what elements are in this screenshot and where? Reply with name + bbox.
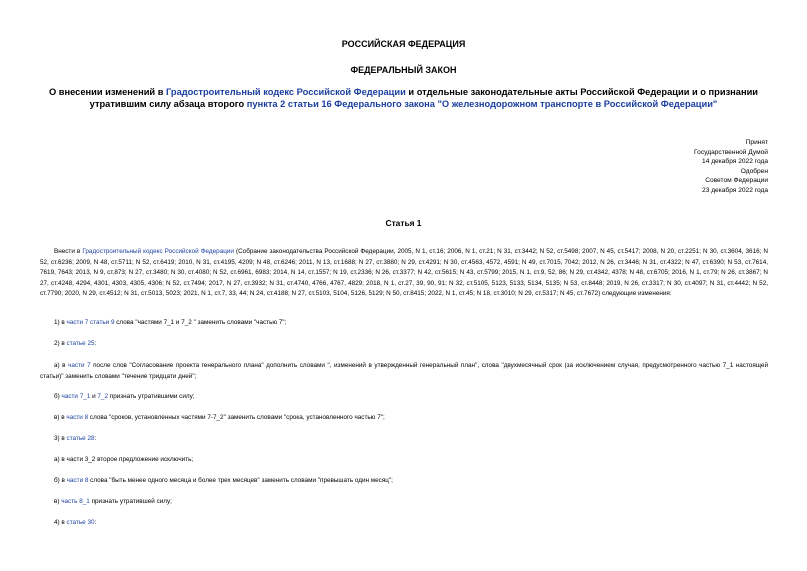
title-text-2: и отдельные законодательные акты Российской Федерации и о признании утратившим силу абзаца второго: [89, 87, 759, 109]
approval-line: Одобрен: [740, 167, 768, 175]
item-paragraph: [40, 361, 768, 382]
approval-date: 23 декабря 2022 года: [702, 186, 768, 194]
article-heading: Статья 1: [385, 218, 422, 228]
link-part7-1[interactable]: части 7_1: [61, 393, 91, 400]
intro-text-1: Внести в: [54, 248, 83, 255]
item-text: слова "сроков, установленных частями 7-7_2" заменить словами "срока, установленного частью 7";: [88, 414, 385, 421]
list-item-2v: [54, 414, 385, 421]
law-title: [40, 86, 767, 110]
link-art28[interactable]: статье 28: [66, 435, 95, 442]
item-text: 1) в: [54, 319, 67, 326]
item-text: слова "быть менее одного месяца и более трех месяцев" заменить словами "превышать один месяц";: [88, 477, 393, 484]
item-text: слова "частями 7_1 и 7_2 " заменить словами "частью 7";: [114, 319, 287, 326]
item-text: в) в: [54, 414, 67, 421]
link-art30[interactable]: статье 30: [66, 519, 95, 526]
adoption-date: 14 декабря 2022 года: [702, 158, 768, 166]
approval-line: Советом Федерации: [705, 177, 768, 185]
intro-text-2: (Собрание законодательства Российской Федерации, 2005, N 1, ст.16; 2006, N 1, ст.21; N 31, ст.3442; N 52, ст.5498; 2007, N 45, ст.5417; 2008, N 20, ст.2251; N 30, ст.3604, 3616; N 52, ст.6236; 2009, N 48, ст.5711; N 52, ст.6419; 2010, N 31, ст.4195, 4209; N 48, ст.6246; 2011, N 13, ст.1688; N 27, ст.3880; N 29, ст.4291; N 30, ст.4563, 4572, 4591; N 49, ст.7015, 7042; 2012, N 26, ст.3446; N 31, ст.4322; N 47, ст.6390; N 53, ст.7614, 7619, 7643; 2013, N 9, ст.873; N 27, ст.3480; N 30, ст.4080; N 52, ст.6961, 6983; 2014, N 14, ст.1557; N 19, ст.2336; N 26, ст.3377; N 42, ст.5615; N 43, ст.5799; 2015, N 1, ст.9, 52, 86; N 29, ст.4342, 4378; N 48, ст.6705; 2016, N 1, ст.79; N 26, ст.3867; N 27, ст.4248, 4294, 4301, 4303, 4305, 4306; N 52, ст.7494; 2017, N 27, ст.3932; N 31, ст.4740, 4766, 4767, 4829; 2018, N 1, ст.27, 39, 90, 91; N 32, ст.5105, 5123, 5133, 5134, 5135; N 53, ст.8448; 2019, N 26, ст.3317; N 30, ст.4097; N 31, ст.4442; N 52, ст.7790; 2020, N 29, ст.4512; N 31, ст.5013, 5023; 2021, N 1, ст.7, 33, 44; N 24, ст.4188; N 27, ст.5103, 5104, 5126, 5129; N 50, ст.8415; 2022, N 1, ст.45; N 18, ст.3010; N 29, ст.5317; N 45, ст.7672) следующие изменения:: [40, 248, 769, 297]
item-text: 4) в: [54, 519, 67, 526]
link-part7-2[interactable]: 7_2: [97, 393, 108, 400]
link-part7-art9[interactable]: части 7 статьи 9: [66, 319, 115, 326]
adoption-line: Принят: [745, 139, 768, 146]
link-part8-art28[interactable]: части 8: [66, 477, 89, 484]
list-item-3a: а) в части 3_2 второе предложение исключить;: [54, 456, 194, 463]
item-text: :: [94, 340, 97, 347]
item-text: :: [94, 435, 97, 442]
item-text: и: [90, 393, 98, 400]
list-item-3: [54, 435, 96, 442]
intro-paragraph: [40, 247, 768, 300]
link-grad-codex[interactable]: Градостроительный кодекс Российской Федерации: [166, 87, 406, 97]
item-text: признать утратившими силу;: [108, 393, 195, 400]
link-part7[interactable]: части 7: [68, 362, 91, 369]
list-item-2a: [40, 361, 768, 382]
link-part8[interactable]: части 8: [66, 414, 89, 421]
item-text: 3) в: [54, 435, 67, 442]
list-item-3v: [54, 498, 172, 505]
country-heading: РОССИЙСКАЯ ФЕДЕРАЦИЯ: [341, 39, 466, 49]
list-item-2: [54, 340, 96, 347]
article-intro: [40, 247, 768, 300]
list-item-4: [54, 519, 96, 526]
item-text: б) в: [54, 477, 67, 484]
item-text: признать утратившей силу;: [89, 498, 172, 505]
title-text-1: О внесении изменений в: [48, 87, 167, 97]
law-type-heading: ФЕДЕРАЛЬНЫЙ ЗАКОН: [350, 65, 457, 75]
list-item-2b: [54, 393, 195, 400]
item-text: а) в: [54, 362, 69, 369]
link-railway-law[interactable]: пункта 2 статьи 16 Федерального закона "О железнодорожном транспорте в Российской Федерации": [246, 99, 718, 109]
list-item-1: [54, 319, 286, 326]
item-text: после слов "Согласование проекта генерального плана" дополнить словами ", изменений в утвержденный генеральный план", слова "двухмесячный срок (за исключением случая, предусмотренного частью 7_1 настоящей статьи)" заменить словами "течение тридцати дней";: [40, 362, 768, 380]
adoption-line: Государственной Думой: [694, 148, 768, 156]
item-text: в): [54, 498, 62, 505]
item-text: :: [94, 519, 97, 526]
list-item-3b: [54, 477, 393, 484]
item-text: 2) в: [54, 340, 67, 347]
adoption-block: [694, 138, 768, 196]
link-art25[interactable]: статье 25: [66, 340, 95, 347]
item-text: б): [54, 393, 62, 400]
link-part8-1[interactable]: часть 8_1: [61, 498, 90, 505]
link-grad-codex-intro[interactable]: Градостроительный кодекс Российской Федерации: [82, 248, 234, 255]
